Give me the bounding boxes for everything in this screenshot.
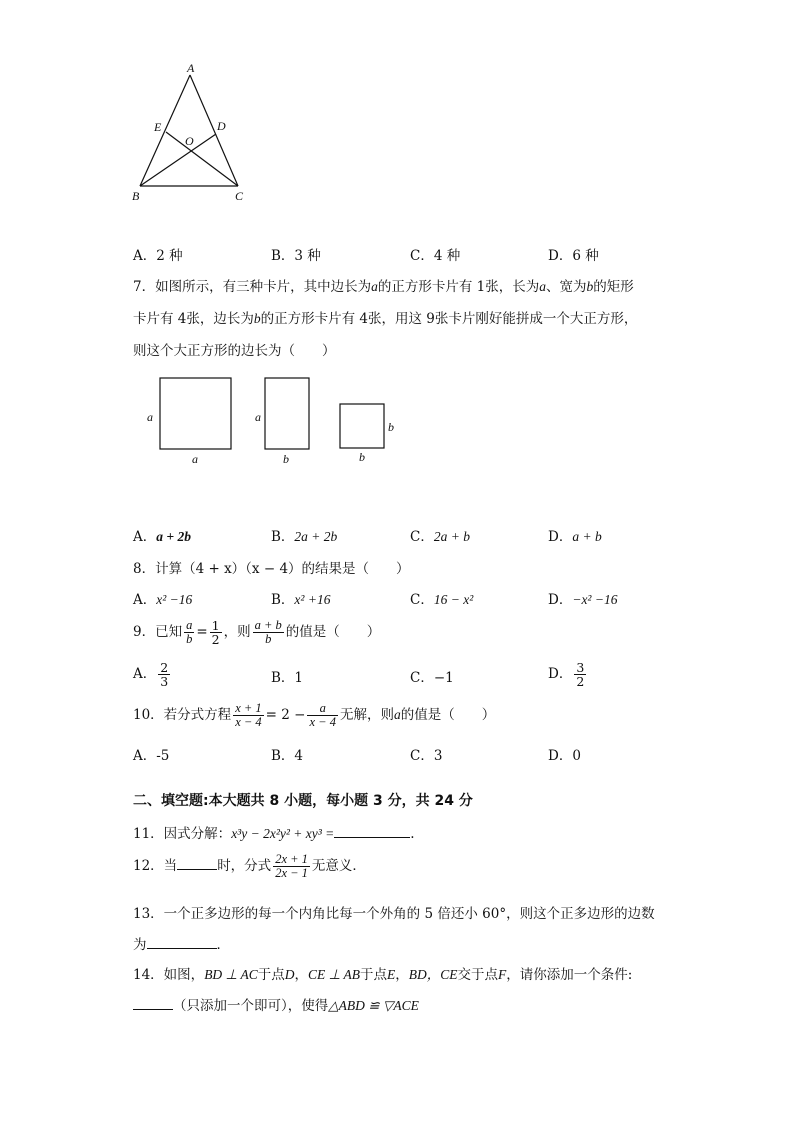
q11-stem: 11．因式分解：x³y − 2x²y² + xy³ = . <box>133 826 415 842</box>
point-label-d: D <box>217 119 226 133</box>
option-d[interactable]: D．0 <box>548 748 581 764</box>
q13-line1: 13．一个正多边形的每一个内角比每一个外角的 5 倍还小 60°，则这个正多边形的边数 <box>133 906 655 922</box>
option-a[interactable]: A．-5 <box>133 748 170 764</box>
option-b[interactable]: B．3 种 <box>271 248 321 264</box>
triangle-figure <box>128 60 258 210</box>
q7-line1: 7．如图所示，有三种卡片，其中边长为a的正方形卡片有 1张，长为a、宽为b的矩形 <box>133 279 634 295</box>
rect-card-ab <box>265 378 309 449</box>
option-d[interactable]: D．a + b <box>548 529 602 545</box>
q8-stem: 8．计算（4 + x）（x − 4）的结果是（ ） <box>133 561 410 577</box>
point-label-e: E <box>154 120 162 134</box>
q13-line2: 为 ． <box>133 937 230 953</box>
q14-line1: 14．如图，BD ⊥ AC于点D，CE ⊥ AB于点E，BD，CE交于点F，请你添加一个条件: <box>133 967 633 983</box>
label-a-left: a <box>147 410 153 424</box>
label-rect-b: b <box>283 452 289 466</box>
option-d[interactable]: D．−x² −16 <box>548 592 618 608</box>
answer-blank[interactable] <box>147 936 217 949</box>
answer-blank[interactable] <box>334 825 410 838</box>
label-b-bottom: b <box>359 450 365 464</box>
q9-stem: 9．已知 $\frac{a}{b}$ = $\frac{1}{2}$ ，则 $\frac{a + b}{b}$ 的值是（ ） <box>133 617 381 647</box>
q7-line2: 卡片有 4张，边长为b的正方形卡片有 4张，用这 9张卡片刚好能拼成一个大正方形， <box>133 311 638 327</box>
option-a[interactable]: A．2 种 <box>133 248 183 264</box>
section-heading: 二、填空题:本大题共 8 小题，每小题 3 分，共 24 分 <box>133 793 473 809</box>
label-a-bottom: a <box>192 452 198 466</box>
option-b[interactable]: B．4 <box>271 748 304 764</box>
option-b[interactable]: B．x² +16 <box>271 592 331 608</box>
option-c[interactable]: C．16 − x² <box>410 592 474 608</box>
label-b-right: b <box>388 420 394 434</box>
side-ac <box>190 75 238 186</box>
option-a[interactable]: A． $\frac{2}{3}$ <box>133 659 169 689</box>
option-d[interactable]: D． $\frac{3}{2}$ <box>548 659 585 689</box>
option-c[interactable]: C．4 种 <box>410 248 461 264</box>
point-label-o: O <box>185 134 194 148</box>
option-a[interactable]: A．a + 2b <box>133 529 191 545</box>
option-d[interactable]: D．6 种 <box>548 248 599 264</box>
point-label-c: C <box>235 189 244 203</box>
option-c[interactable]: C．−1 <box>410 670 454 686</box>
square-card-a <box>160 378 231 449</box>
answer-blank[interactable] <box>133 997 173 1010</box>
option-b[interactable]: B．1 <box>271 670 304 686</box>
option-c[interactable]: C．2a + b <box>410 529 470 545</box>
square-card-b <box>340 404 384 448</box>
segment-ce <box>166 132 238 186</box>
option-c[interactable]: C．3 <box>410 748 443 764</box>
cards-figure <box>140 370 410 470</box>
option-a[interactable]: A．x² −16 <box>133 592 193 608</box>
q12-stem: 12．当 时，分式 $\frac{2x + 1}{2x - 1}$ 无意义． <box>133 851 366 880</box>
answer-blank[interactable] <box>177 857 217 870</box>
q10-stem: 10．若分式方程 $\frac{x + 1}{x - 4}$ = 2 − $\frac{a}{x - 4}$ 无解，则a的值是（ ） <box>133 700 496 729</box>
point-label-a: A <box>187 61 195 75</box>
q14-line2: （只添加一个即可），使得△ABD ≌ ▽ACE <box>133 994 419 1014</box>
option-b[interactable]: B．2a + 2b <box>271 529 338 545</box>
label-rect-a: a <box>255 410 261 424</box>
q7-line3: 则这个大正方形的边长为（ ） <box>133 343 336 359</box>
point-label-b: B <box>132 189 140 203</box>
